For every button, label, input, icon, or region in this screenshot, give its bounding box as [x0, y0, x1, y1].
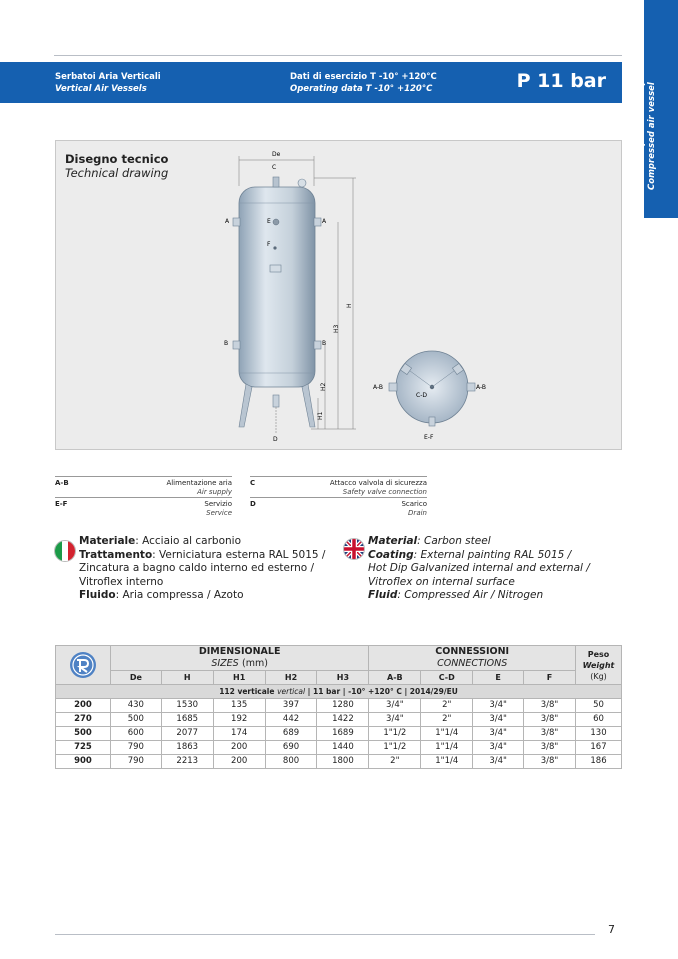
model-cell: 500 — [56, 727, 111, 741]
legend-row — [55, 476, 232, 497]
table-cell: 135 — [213, 699, 265, 713]
legend-row — [55, 497, 232, 518]
italian-flag-icon — [54, 540, 76, 562]
table-row — [56, 699, 622, 713]
table-cell: 1685 — [161, 713, 213, 727]
table-cell: 1"1/2 — [369, 741, 421, 755]
table-cell: 1"1/4 — [421, 727, 473, 741]
table-row — [56, 727, 622, 741]
pressure-rating: P 11 bar — [516, 70, 606, 92]
table-cell: 1"1/4 — [421, 755, 473, 769]
table-cell: 790 — [110, 755, 161, 769]
header-band — [0, 62, 622, 103]
spec-table — [55, 645, 622, 769]
vessel-drawing — [56, 141, 623, 451]
table-row — [56, 741, 622, 755]
operating-data — [290, 71, 437, 95]
table-cell: 430 — [110, 699, 161, 713]
technical-drawing-panel — [55, 140, 622, 450]
dim-header-en: SIZES — [211, 658, 239, 669]
weight-header-it: Peso — [587, 649, 610, 659]
table-cell: 3/8" — [524, 727, 576, 741]
table-cell: 442 — [265, 713, 317, 727]
table-cell: 2" — [421, 699, 473, 713]
trattamento-value: : Verniciatura esterna RAL 5015 / — [152, 548, 326, 561]
brand-logo-icon — [69, 651, 97, 679]
table-cell: 3/4" — [473, 741, 524, 755]
side-tab-line2: Compressed air vessel — [647, 82, 657, 190]
label-b-right: B — [322, 340, 327, 347]
legend-row — [250, 476, 427, 497]
table-cell: 3/4" — [473, 727, 524, 741]
col-header-e: E — [473, 671, 524, 685]
table-cell: 2077 — [161, 727, 213, 741]
dim-header-it: DIMENSIONALE — [198, 646, 281, 657]
fluid-value: : Compressed Air / Nitrogen — [397, 589, 544, 602]
legend-desc-en: Drain — [408, 509, 427, 517]
label-ab-left: A-B — [373, 384, 384, 391]
col-header-h3: H3 — [317, 671, 369, 685]
col-header-ab: A-B — [369, 671, 421, 685]
table-cell: 130 — [575, 727, 621, 741]
label-cd: C-D — [416, 392, 427, 399]
table-cell: 3/8" — [524, 741, 576, 755]
label-de: De — [272, 151, 281, 158]
table-cell: 1280 — [317, 699, 369, 713]
dim-unit: (mm) — [242, 658, 268, 669]
legend-code: E-F — [55, 500, 68, 508]
fluido-value: : Aria compressa / Azoto — [115, 589, 244, 602]
label-h1: H1 — [317, 411, 324, 420]
model-cell: 270 — [56, 713, 111, 727]
table-cell: 3/4" — [369, 713, 421, 727]
table-cell: 1422 — [317, 713, 369, 727]
product-title-en: Vertical Air Vessels — [55, 84, 147, 94]
coating-label: Coating — [368, 548, 414, 561]
col-header-h: H — [161, 671, 213, 685]
table-cell: 192 — [213, 713, 265, 727]
table-cell: 2" — [369, 755, 421, 769]
fluido-label: Fluido — [79, 589, 116, 602]
legend-row — [250, 497, 427, 518]
table-cell: 3/4" — [473, 699, 524, 713]
drawing-title-it: Disegno tecnico — [65, 152, 169, 166]
operating-data-it: Dati di esercizio T -10° +120°C — [290, 72, 437, 82]
table-cell: 2213 — [161, 755, 213, 769]
model-cell: 725 — [56, 741, 111, 755]
table-cell: 200 — [213, 741, 265, 755]
group-row — [56, 685, 622, 699]
table-cell: 1530 — [161, 699, 213, 713]
table-cell: 3/4" — [473, 755, 524, 769]
weight-header-en: Weight — [582, 660, 615, 670]
label-d: D — [273, 436, 278, 443]
table-row — [56, 755, 622, 769]
table-cell: 3/4" — [369, 699, 421, 713]
page-number: 7 — [608, 923, 615, 936]
product-title-it: Serbatoi Aria Verticali — [55, 72, 161, 82]
table-cell: 1"1/4 — [421, 741, 473, 755]
trattamento-line3: Zincatura a bagno caldo interno ed esterno / — [79, 562, 315, 575]
weight-header — [575, 646, 621, 685]
coating-value: : External painting RAL 5015 / — [413, 548, 572, 561]
label-ab-right: A-B — [476, 384, 487, 391]
fluid-label: Fluid — [368, 589, 398, 602]
table-cell: 200 — [213, 755, 265, 769]
material-spec-it — [79, 535, 329, 603]
label-a-right: A — [322, 218, 327, 225]
model-cell: 200 — [56, 699, 111, 713]
label-f: F — [267, 241, 271, 248]
table-cell: 800 — [265, 755, 317, 769]
material-value: : Carbon steel — [417, 535, 491, 547]
side-tab-text — [636, 54, 658, 190]
legend-code: D — [250, 500, 256, 508]
legend-desc-it: Servizio — [204, 500, 232, 508]
legend-desc-it: Alimentazione aria — [166, 479, 232, 487]
material-label: Material — [368, 535, 418, 547]
trattamento-line4: Vitroflex interno — [79, 575, 164, 588]
group-row-it: vertical — [277, 687, 306, 696]
legend-code: A-B — [55, 479, 69, 487]
uk-flag-icon — [343, 538, 365, 560]
conn-header — [369, 646, 576, 671]
table-row — [56, 713, 622, 727]
legend-desc — [166, 479, 232, 497]
materiale-label: Materiale — [79, 535, 136, 547]
legend-right — [250, 476, 427, 518]
table-cell: 174 — [213, 727, 265, 741]
coating-line4: Vitroflex on internal surface — [368, 575, 515, 588]
legend-left — [55, 476, 232, 518]
table-cell: 689 — [265, 727, 317, 741]
label-c-top: C — [272, 164, 277, 171]
table-cell: 3/8" — [524, 713, 576, 727]
table-cell: 500 — [110, 713, 161, 727]
materiale-value: : Acciaio al carbonio — [135, 535, 242, 547]
operating-data-en: Operating data T -10° +120°C — [290, 84, 433, 94]
col-header-f: F — [524, 671, 576, 685]
table-cell: 790 — [110, 741, 161, 755]
conn-header-en: CONNECTIONS — [437, 658, 508, 669]
drawing-title-en: Technical drawing — [65, 166, 169, 180]
label-h3: H3 — [333, 324, 340, 333]
brand-logo-cell — [56, 646, 111, 685]
group-row-pre: 112 verticale — [219, 687, 278, 696]
coating-line3: Hot Dip Galvanized internal and external / — [368, 562, 590, 575]
label-h2: H2 — [320, 382, 327, 391]
table-cell: 167 — [575, 741, 621, 755]
table-cell: 1863 — [161, 741, 213, 755]
legend-desc-en: Service — [206, 509, 232, 517]
table-cell: 690 — [265, 741, 317, 755]
group-row-post: | 11 bar | -10° +120° C | 2014/29/EU — [305, 687, 458, 696]
spec-rows — [56, 699, 622, 769]
col-header-de: De — [110, 671, 161, 685]
table-cell: 3/4" — [473, 713, 524, 727]
table-cell: 2" — [421, 713, 473, 727]
label-h: H — [346, 303, 353, 308]
col-header-h2: H2 — [265, 671, 317, 685]
product-title — [55, 71, 161, 95]
label-e: E — [267, 218, 271, 225]
label-a-left: A — [225, 218, 230, 225]
side-tab — [636, 0, 678, 218]
table-cell: 1"1/2 — [369, 727, 421, 741]
legend-desc — [204, 500, 232, 518]
table-cell: 3/8" — [524, 699, 576, 713]
model-cell: 900 — [56, 755, 111, 769]
material-spec-en — [368, 535, 618, 603]
weight-unit: (Kg) — [590, 671, 607, 681]
conn-header-it: CONNESSIONI — [435, 646, 510, 657]
col-header-cd: C-D — [421, 671, 473, 685]
legend-desc — [330, 479, 427, 497]
label-b-left: B — [224, 340, 229, 347]
table-cell: 600 — [110, 727, 161, 741]
table-cell: 50 — [575, 699, 621, 713]
legend-desc — [401, 500, 427, 518]
table-cell: 60 — [575, 713, 621, 727]
legend-desc-it: Attacco valvola di sicurezza — [329, 479, 427, 487]
label-ef: E-F — [424, 434, 434, 441]
table-cell: 1800 — [317, 755, 369, 769]
legend-code: C — [250, 479, 256, 487]
top-rule — [54, 55, 622, 56]
trattamento-label: Trattamento — [79, 548, 153, 561]
dim-header — [110, 646, 368, 671]
table-cell: 1440 — [317, 741, 369, 755]
col-header-h1: H1 — [213, 671, 265, 685]
legend-desc-en: Air supply — [197, 488, 232, 496]
table-cell: 397 — [265, 699, 317, 713]
side-tab-line1: Serbatoi per aria compressa — [636, 54, 646, 190]
legend-desc-en: Safety valve connection — [342, 488, 427, 496]
table-cell: 1689 — [317, 727, 369, 741]
table-cell: 186 — [575, 755, 621, 769]
bottom-rule — [55, 934, 595, 935]
table-cell: 3/8" — [524, 755, 576, 769]
legend-desc-it: Scarico — [401, 500, 427, 508]
